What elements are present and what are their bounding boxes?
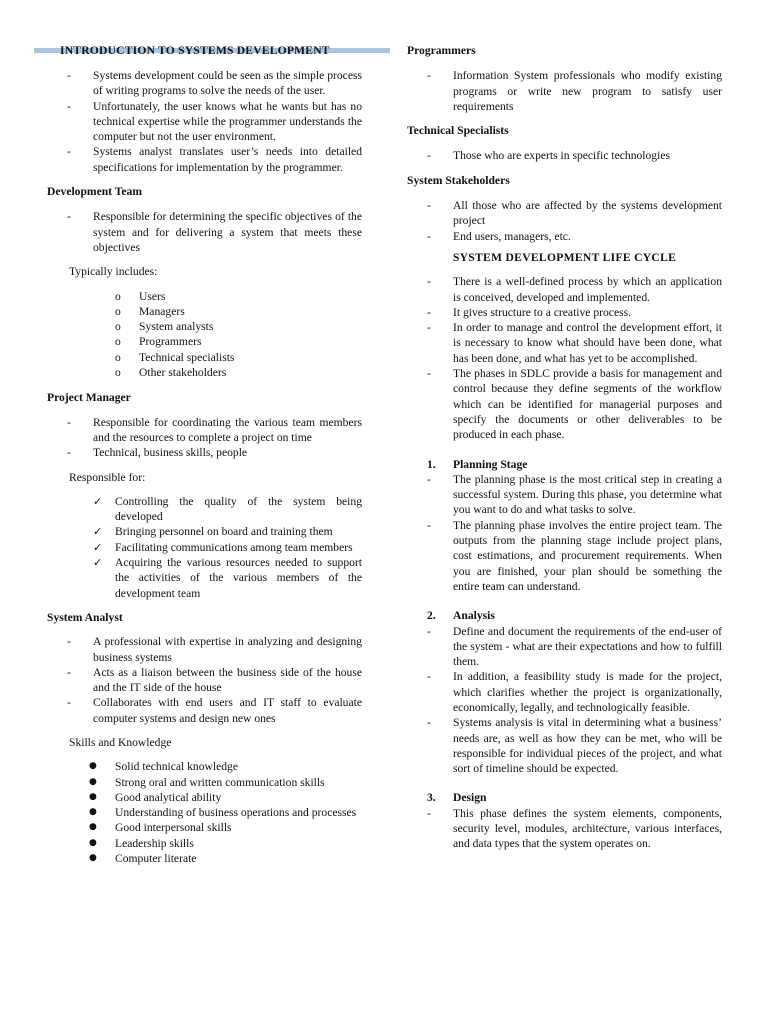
- section-heading: Planning Stage: [453, 457, 528, 471]
- design-list: [407, 806, 722, 852]
- intro-list: [47, 68, 362, 175]
- list-item: [47, 759, 362, 774]
- analysis-heading: [407, 608, 722, 623]
- circle-marker: o: [115, 320, 121, 334]
- bullet-marker: ●: [89, 791, 97, 802]
- list-item: [47, 540, 362, 555]
- list-item: [47, 289, 362, 304]
- includes-list: [47, 289, 362, 381]
- list-item-text: Good analytical ability: [115, 790, 222, 804]
- bullet-marker: ●: [89, 822, 97, 833]
- list-item: [407, 320, 722, 366]
- list-item-text: Technical specialists: [139, 350, 235, 364]
- list-item: [47, 634, 362, 665]
- circle-marker: o: [115, 350, 121, 364]
- check-icon: ✓: [93, 494, 103, 508]
- dash-marker: -: [67, 210, 71, 224]
- list-item: [47, 665, 362, 696]
- list-item: [407, 806, 722, 852]
- list-item: [47, 524, 362, 539]
- list-item: [407, 366, 722, 442]
- list-item: [47, 445, 362, 460]
- list-item: [47, 555, 362, 601]
- sdlc-list: [407, 274, 722, 442]
- dash-marker: -: [427, 305, 431, 319]
- circle-marker: o: [115, 335, 121, 349]
- list-item: [47, 319, 362, 334]
- list-item: [47, 775, 362, 790]
- section-heading: Programmers: [407, 44, 476, 57]
- list-item-text: Those who are experts in specific technologies: [453, 149, 670, 163]
- section-heading: Development Team: [47, 185, 142, 199]
- dash-marker: -: [427, 670, 431, 684]
- circle-marker: o: [115, 289, 121, 303]
- skills-list: [47, 759, 362, 866]
- list-item-text: Technical, business skills, people: [93, 446, 248, 460]
- list-item: [47, 350, 362, 365]
- list-item-text: Leadership skills: [115, 836, 194, 850]
- list-item: [407, 229, 722, 244]
- list-item: [47, 494, 362, 525]
- list-item: [47, 805, 362, 820]
- dash-marker: -: [427, 806, 431, 820]
- list-item-text: Systems analyst translates user’s needs into detailed specifications for implementation by the programmer.: [93, 145, 362, 174]
- list-item-text: The phases in SDLC provide a basis for management and control because they define segments of the workflow which can be identified for managerial purposes and specify the documents or other deliverables to be produced in each phase.: [453, 367, 722, 442]
- list-item: [407, 715, 722, 776]
- list-item-text: Responsible for coordinating the various team members and the resources to complete a project on time: [93, 415, 362, 444]
- list-item: [407, 669, 722, 715]
- check-icon: ✓: [93, 525, 103, 539]
- page-title: INTRODUCTION TO SYSTEMS DEVELOPMENT: [60, 44, 330, 57]
- list-item-text: Users: [139, 289, 166, 303]
- list-item-text: Unfortunately, the user knows what he wants but has no technical expertise while the programmer understands the computer but not the user environment.: [93, 99, 362, 144]
- list-item-text: Understanding of business operations and processes: [115, 806, 357, 820]
- tech-specialists-list: [407, 148, 722, 163]
- dash-marker: -: [67, 696, 71, 710]
- list-item: [47, 99, 362, 145]
- list-item-text: Other stakeholders: [139, 366, 227, 380]
- section-heading: Design: [453, 791, 487, 805]
- list-item: [407, 624, 722, 670]
- list-item: [47, 68, 362, 99]
- section-heading: Project Manager: [47, 391, 131, 405]
- dash-marker: -: [427, 518, 431, 532]
- list-item: [407, 148, 722, 163]
- section-heading: System Analyst: [47, 610, 123, 624]
- list-item-text: There is a well-defined process by which an application is conceived, developed and implemented.: [453, 275, 722, 304]
- list-item: [47, 334, 362, 349]
- list-item-text: Systems analysis is vital in determining what a business’ needs are, as well as how they can be met, who will be responsible for individual pieces of the project, and what sort of timeline should be expected.: [453, 716, 722, 776]
- list-item: [47, 415, 362, 446]
- section-number: 2.: [427, 609, 436, 623]
- dash-marker: -: [67, 415, 71, 429]
- dash-marker: -: [427, 716, 431, 730]
- dash-marker: -: [427, 199, 431, 213]
- dev-team-list: [47, 209, 362, 255]
- stakeholders-list: [407, 198, 722, 244]
- list-item-text: A professional with expertise in analyzing and designing business systems: [93, 635, 362, 664]
- section-heading: Analysis: [453, 609, 495, 623]
- dash-marker: -: [67, 446, 71, 460]
- list-item: [407, 305, 722, 320]
- dash-marker: -: [427, 472, 431, 486]
- planning-list: [407, 472, 722, 594]
- list-item-text: Responsible for determining the specific objectives of the system and for delivering a system that meets these objectives: [93, 210, 362, 254]
- includes-label: Typically includes:: [69, 265, 158, 279]
- list-item-text: Computer literate: [115, 852, 197, 866]
- circle-marker: o: [115, 366, 121, 380]
- list-item-text: Programmers: [139, 335, 202, 349]
- responsible-list: [47, 494, 362, 601]
- bullet-marker: ●: [89, 837, 97, 848]
- list-item: [407, 472, 722, 518]
- list-item: [47, 851, 362, 866]
- list-item-text: End users, managers, etc.: [453, 229, 571, 243]
- sdlc-heading: SYSTEM DEVELOPMENT LIFE CYCLE: [452, 250, 677, 264]
- circle-marker: o: [115, 304, 121, 318]
- list-item-text: Systems development could be seen as the simple process of writing programs to solve the needs of the user.: [93, 69, 362, 98]
- dash-marker: -: [67, 69, 71, 82]
- section-number: 3.: [427, 791, 436, 805]
- list-item-text: Collaborates with end users and IT staff to evaluate computer systems and design new ones: [93, 696, 362, 725]
- list-item-text: Solid technical knowledge: [115, 760, 238, 774]
- list-item-text: Controlling the quality of the system being developed: [115, 494, 362, 524]
- list-item: [407, 274, 722, 305]
- list-item: [47, 820, 362, 835]
- list-item-text: Managers: [139, 304, 185, 318]
- dash-marker: -: [427, 624, 431, 638]
- analysis-list: [407, 624, 722, 777]
- right-column: [407, 43, 722, 852]
- bullet-marker: ●: [89, 761, 97, 772]
- list-item: [47, 365, 362, 380]
- design-heading: [407, 790, 722, 805]
- list-item-text: System analysts: [139, 320, 214, 334]
- list-item-text: In order to manage and control the development effort, it is necessary to know what should have been done, what has been done, and what has yet to be accomplished.: [453, 321, 722, 365]
- dash-marker: -: [427, 367, 431, 381]
- list-item: [407, 68, 722, 114]
- skills-label: Skills and Knowledge: [69, 735, 172, 749]
- list-item-text: Information System professionals who modify existing programs or write new program to satisfy user requirements: [453, 69, 722, 113]
- section-heading: System Stakeholders: [407, 173, 510, 187]
- list-item-text: Bringing personnel on board and training them: [115, 525, 333, 539]
- list-item-text: Acquiring the various resources needed to support the activities of the various members of the development team: [115, 556, 362, 600]
- list-item: [407, 518, 722, 594]
- dash-marker: -: [67, 99, 71, 113]
- project-manager-list: [47, 415, 362, 461]
- bullet-marker: ●: [89, 853, 97, 864]
- list-item-text: Define and document the requirements of the end-user of the system - what are their expectations and how to fulfill them.: [453, 624, 722, 669]
- dash-marker: -: [427, 275, 431, 289]
- list-item: [47, 304, 362, 319]
- list-item-text: It gives structure to a creative process.: [453, 305, 632, 319]
- list-item-text: Acts as a liaison between the business side of the house and the IT side of the house: [93, 665, 362, 695]
- list-item: [47, 144, 362, 175]
- dash-marker: -: [427, 149, 431, 163]
- list-item: [47, 209, 362, 255]
- dash-marker: -: [67, 145, 71, 159]
- left-column: [47, 68, 362, 866]
- list-item: [47, 790, 362, 805]
- dash-marker: -: [67, 635, 71, 649]
- list-item: [47, 836, 362, 851]
- section-heading: Technical Specialists: [407, 124, 509, 138]
- list-item-text: This phase defines the system elements, components, security level, modules, architecture, various interfaces, and data types that the system operates on.: [453, 806, 722, 851]
- planning-heading: [407, 457, 722, 472]
- dash-marker: -: [427, 69, 431, 83]
- check-icon: ✓: [93, 540, 103, 554]
- list-item-text: Strong oral and written communication skills: [115, 775, 325, 789]
- responsible-label: Responsible for:: [69, 470, 146, 484]
- list-item-text: In addition, a feasibility study is made for the project, which clarifies whether the project is organizationally, economically, legally, and technologically feasible.: [453, 670, 722, 714]
- system-analyst-list: [47, 634, 362, 726]
- list-item: [47, 695, 362, 726]
- dash-marker: -: [67, 665, 71, 679]
- list-item-text: Good interpersonal skills: [115, 821, 232, 835]
- programmers-list: [407, 68, 722, 114]
- section-number: 1.: [427, 457, 436, 471]
- bullet-marker: ●: [89, 776, 97, 787]
- dash-marker: -: [427, 321, 431, 335]
- dash-marker: -: [427, 229, 431, 243]
- list-item-text: The planning phase is the most critical step in creating a successful system. During this phase, you determine what you want to do and what tasks to solve.: [453, 472, 722, 517]
- check-icon: ✓: [93, 556, 103, 570]
- list-item-text: Facilitating communications among team members: [115, 540, 353, 554]
- bullet-marker: ●: [89, 807, 97, 818]
- list-item: [407, 198, 722, 229]
- list-item-text: All those who are affected by the systems development project: [453, 199, 722, 228]
- list-item-text: The planning phase involves the entire project team. The outputs from the planning stage include project plans, cost estimations, and procurement requirements. When you are finished, your plan should be something the entire team can understand.: [453, 518, 722, 593]
